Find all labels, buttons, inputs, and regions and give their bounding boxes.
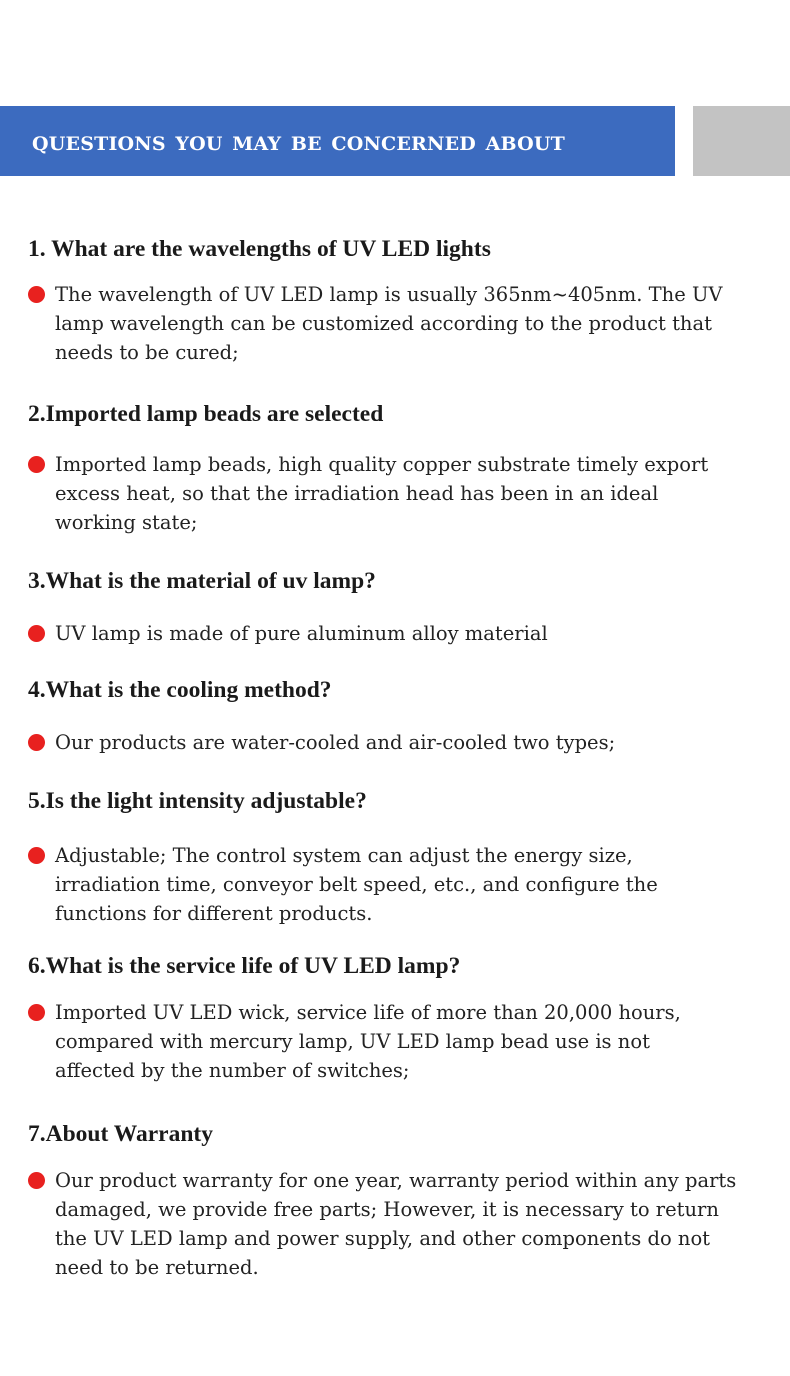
bullet-dot-icon	[28, 625, 45, 642]
faq-question: 4.What is the cooling method?	[28, 677, 332, 703]
bullet-dot-icon	[28, 286, 45, 303]
bullet-dot-icon	[28, 1004, 45, 1021]
faq-question: 6.What is the service life of UV LED lamp?	[28, 953, 461, 979]
faq-question: 1. What are the wavelengths of UV LED lights	[28, 236, 491, 262]
faq-answer: UV lamp is made of pure aluminum alloy material	[55, 622, 548, 645]
faq-question: 2.Imported lamp beads are selected	[28, 401, 384, 427]
bullet-dot-icon	[28, 1172, 45, 1189]
faq-question: 3.What is the material of uv lamp?	[28, 568, 376, 594]
faq-question: 7.About Warranty	[28, 1121, 213, 1147]
decorative-block	[693, 106, 790, 176]
faq-question: 5.Is the light intensity adjustable?	[28, 788, 367, 814]
faq-answer: The wavelength of UV LED lamp is usually 365nm~405nm. The UV lamp wavelength can be customized according to the product that needs to be cured;	[55, 283, 723, 364]
header-banner	[0, 106, 675, 176]
bullet-dot-icon	[28, 734, 45, 751]
faq-answer: Our products are water-cooled and air-cooled two types;	[55, 731, 616, 754]
faq-answer: Imported lamp beads, high quality copper substrate timely export excess heat, so that the irradiation head has been in an ideal working state;	[55, 453, 709, 534]
bullet-dot-icon	[28, 847, 45, 864]
faq-answer: Adjustable; The control system can adjust the energy size, irradiation time, conveyor belt speed, etc., and configure the functions for different products.	[55, 844, 658, 925]
page-title: questions you may be concerned about	[32, 125, 565, 157]
faq-answer: Our product warranty for one year, warranty period within any parts damaged, we provide free parts; However, it is necessary to return the UV LED lamp and power supply, and other components do not need to be returned.	[55, 1169, 737, 1279]
faq-answer: Imported UV LED wick, service life of more than 20,000 hours, compared with mercury lamp, UV LED lamp bead use is not affected by the number of switches;	[55, 1001, 681, 1082]
bullet-dot-icon	[28, 456, 45, 473]
